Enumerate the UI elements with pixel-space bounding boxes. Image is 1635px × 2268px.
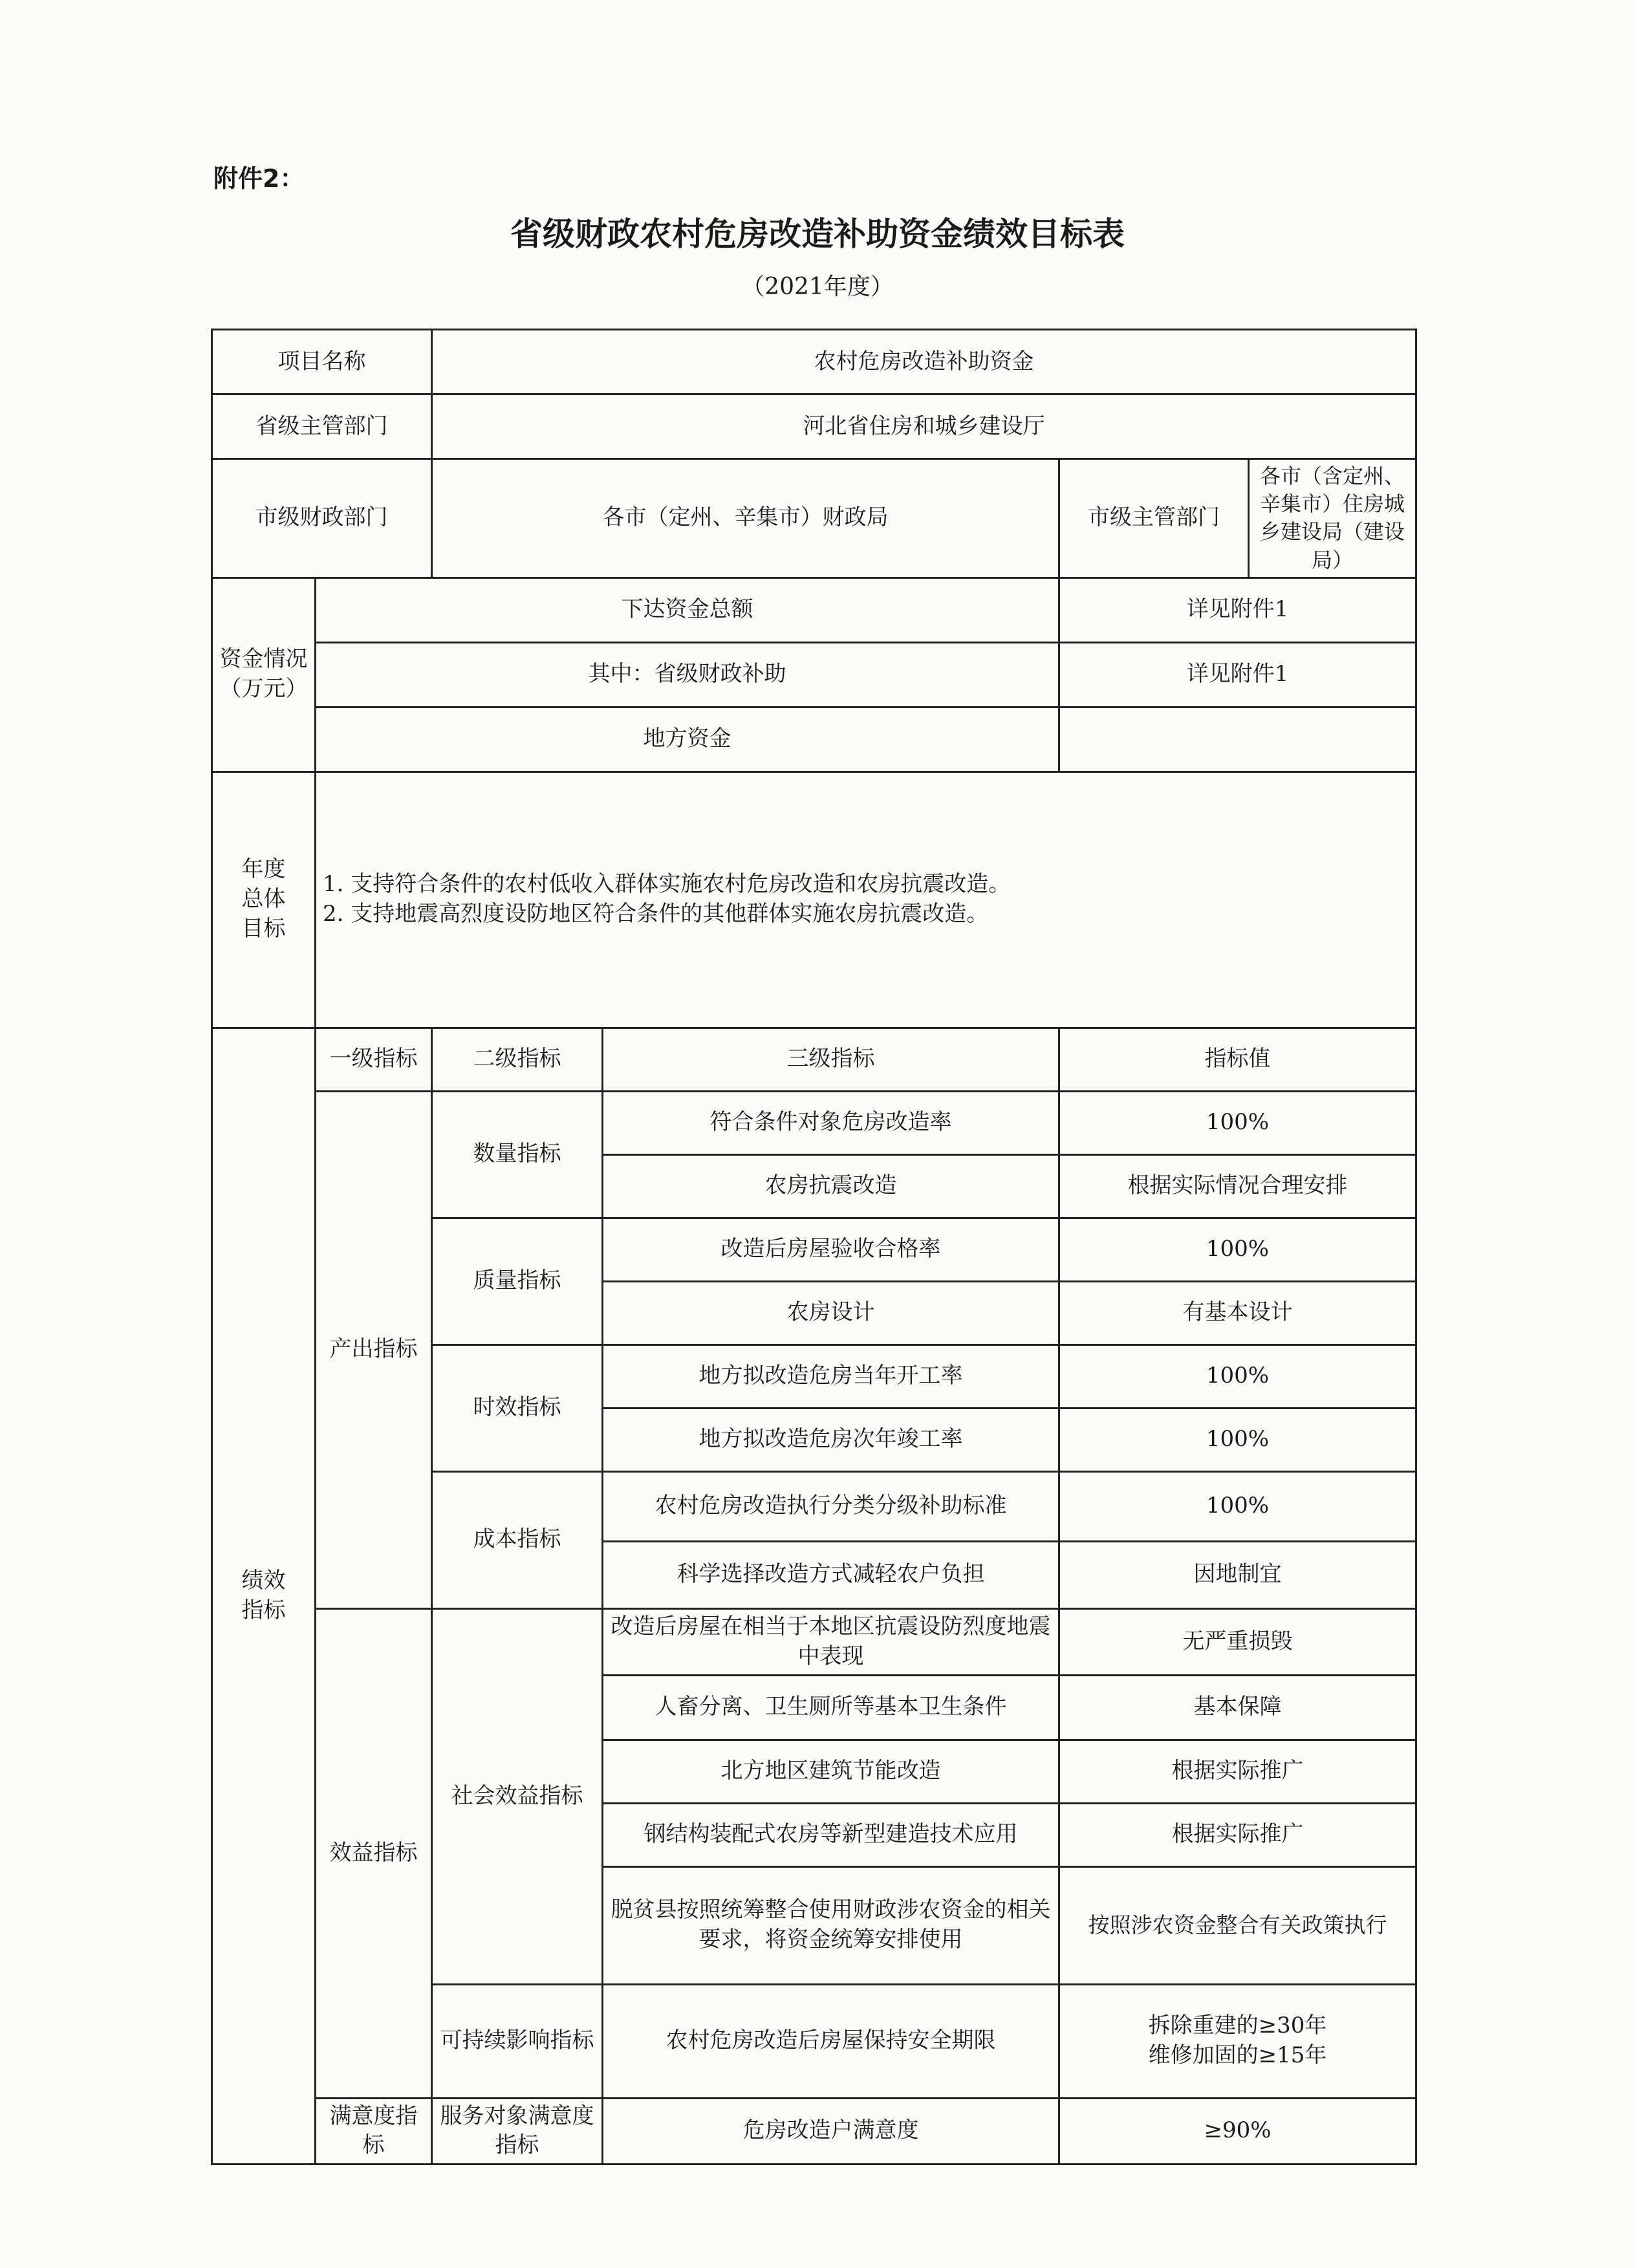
- funds-provincial-label: 其中：省级财政补助: [316, 642, 1059, 707]
- indicator-value: 无严重损毁: [1059, 1608, 1416, 1675]
- indicator-name: 改造后房屋在相当于本地区抗震设防烈度地震中表现: [603, 1608, 1059, 1675]
- funds-label: 资金情况（万元）: [212, 578, 316, 772]
- indicator-name: 危房改造户满意度: [603, 2098, 1059, 2165]
- indicator-value: 因地制宜: [1059, 1541, 1416, 1608]
- indicator-value: 有基本设计: [1059, 1281, 1416, 1345]
- annual-goal-label: 年度总体目标: [212, 772, 316, 1028]
- row-project-name: [212, 330, 1416, 394]
- header-level1: 一级指标: [316, 1028, 432, 1091]
- quantity-indicator-label: 数量指标: [432, 1091, 603, 1218]
- indicator-name: 脱贫县按照统筹整合使用财政涉农资金的相关要求，将资金统筹安排使用: [603, 1866, 1059, 1984]
- indicator-name: 地方拟改造危房当年开工率: [603, 1345, 1059, 1408]
- indicator-value-line: 维修加固的≥15年: [1148, 2042, 1327, 2069]
- city-dept-value: 各市（含定州、辛集市）住房城乡建设局（建设局）: [1259, 464, 1405, 572]
- row-funds-total: [212, 578, 1416, 642]
- cost-indicator-label: 成本指标: [432, 1471, 603, 1608]
- row-provincial-dept: [212, 394, 1416, 459]
- document-title: 省级财政农村危房改造补助资金绩效目标表: [510, 215, 1125, 253]
- sustain-indicator-label: 可持续影响指标: [432, 1984, 603, 2098]
- indicator-value: 根据实际推广: [1059, 1740, 1416, 1803]
- header-level3: 三级指标: [603, 1028, 1059, 1091]
- row-funds-local: [212, 707, 1416, 772]
- city-dept-label: 市级主管部门: [1060, 460, 1249, 577]
- indicator-name: 农村危房改造后房屋保持安全期限: [603, 1984, 1059, 2098]
- table-row: [212, 2098, 1416, 2165]
- benefit-indicator-label: 效益指标: [316, 1608, 432, 2098]
- funds-total-value: 详见附件1: [1059, 578, 1416, 642]
- annual-goal-line: 2. 支持地震高烈度设防地区符合条件的其他群体实施农房抗震改造。: [323, 901, 989, 927]
- social-indicator-label: 社会效益指标: [432, 1608, 603, 1984]
- indicator-value: 100%: [1059, 1408, 1416, 1471]
- annual-goal-line: 1. 支持符合条件的农村低收入群体实施农村危房改造和农房抗震改造。: [323, 871, 1011, 898]
- indicator-name: 农房设计: [603, 1281, 1059, 1345]
- provincial-dept-value: 河北省住房和城乡建设厅: [432, 394, 1416, 459]
- provincial-dept-label: 省级主管部门: [212, 394, 432, 459]
- city-dept-subtable: [1060, 460, 1415, 577]
- project-name-label: 项目名称: [212, 330, 432, 394]
- output-indicator-label: 产出指标: [316, 1091, 432, 1608]
- city-finance-label: 市级财政部门: [212, 459, 432, 578]
- funds-total-label: 下达资金总额: [316, 578, 1059, 642]
- indicator-name: 农房抗震改造: [603, 1154, 1059, 1218]
- indicator-name: 符合条件对象危房改造率: [603, 1091, 1059, 1154]
- indicators-label: 绩效指标: [212, 1028, 316, 2165]
- indicator-value: ≥90%: [1059, 2098, 1416, 2165]
- row-funds-provincial: [212, 642, 1416, 707]
- row-indicator-headers: [212, 1028, 1416, 1091]
- table-row: [212, 1608, 1416, 1675]
- indicator-name: 农村危房改造执行分类分级补助标准: [603, 1471, 1059, 1541]
- indicator-name: 人畜分离、卫生厕所等基本卫生条件: [603, 1675, 1059, 1740]
- project-name-value: 农村危房改造补助资金: [432, 330, 1416, 394]
- funds-provincial-value: 详见附件1: [1059, 642, 1416, 707]
- annual-goal-content: [316, 772, 1416, 1028]
- table-row: [212, 1091, 1416, 1154]
- city-dept-pair: [1059, 459, 1416, 578]
- indicator-value-line: 拆除重建的≥30年: [1148, 2013, 1327, 2039]
- performance-table: [211, 329, 1417, 2165]
- row-city-depts: [212, 459, 1416, 578]
- indicator-value: 根据实际情况合理安排: [1059, 1154, 1416, 1218]
- indicator-value: 100%: [1059, 1471, 1416, 1541]
- quality-indicator-label: 质量指标: [432, 1218, 603, 1345]
- header-level2: 二级指标: [432, 1028, 603, 1091]
- indicator-value: 根据实际推广: [1059, 1803, 1416, 1866]
- city-finance-value: 各市（定州、辛集市）财政局: [432, 459, 1059, 578]
- indicator-name: 北方地区建筑节能改造: [603, 1740, 1059, 1803]
- indicator-name: 钢结构装配式农房等新型建造技术应用: [603, 1803, 1059, 1866]
- indicator-value: 按照涉农资金整合有关政策执行: [1059, 1866, 1416, 1984]
- header-value: 指标值: [1059, 1028, 1416, 1091]
- indicator-value: 100%: [1059, 1345, 1416, 1408]
- row-annual-goal: [212, 772, 1416, 1028]
- funds-local-label: 地方资金: [316, 707, 1059, 772]
- indicator-value: 100%: [1059, 1091, 1416, 1154]
- satisfaction-indicator-label: 满意度指标: [316, 2098, 432, 2165]
- indicator-value: 基本保障: [1059, 1675, 1416, 1740]
- timeliness-indicator-label: 时效指标: [432, 1345, 603, 1471]
- indicator-name: 科学选择改造方式减轻农户负担: [603, 1541, 1059, 1608]
- indicator-name: 改造后房屋验收合格率: [603, 1218, 1059, 1281]
- service-indicator-label: 服务对象满意度指标: [432, 2098, 603, 2165]
- attachment-label: 附件2：: [213, 164, 305, 193]
- indicator-name: 地方拟改造危房次年竣工率: [603, 1408, 1059, 1471]
- indicator-value: [1059, 1984, 1416, 2098]
- funds-local-value: [1059, 707, 1416, 772]
- document-year: （2021年度）: [741, 274, 894, 300]
- indicator-value: 100%: [1059, 1218, 1416, 1281]
